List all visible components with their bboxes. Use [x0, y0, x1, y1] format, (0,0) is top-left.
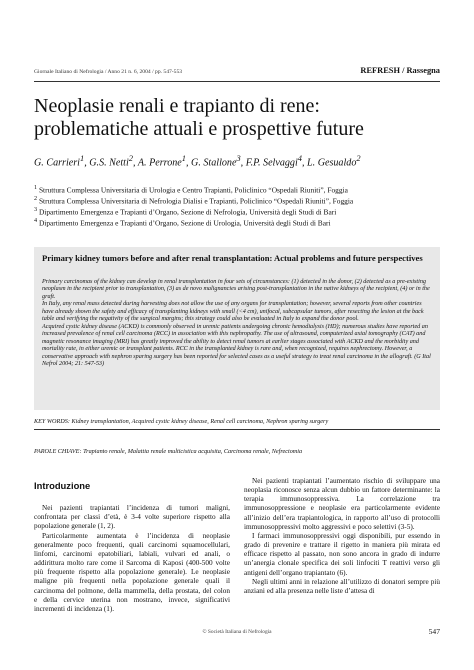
affiliation [34, 184, 444, 195]
author: G. Carrieri [34, 157, 80, 169]
keywords [34, 418, 440, 425]
abstract-paragraph: In Italy, any renal mass detected during harvesting does not allow the use of any organs for transplantation; however, several reports from other countries have already shown the safety and efficacy of transplanting kidneys with small (<4 cm), unifocal, subcapsular tumors, after resecting the lesion at the back table and verifying the negativity of the surgical margins; this strategy could also be evaluated in Italy to expand the donor pool. [42, 301, 424, 323]
body-column-left [34, 481, 230, 614]
body-paragraph: I farmaci immunosoppressivi oggi disponibili, pur essendo in grado di prevenire e trattare il rigetto in maniera più mirata ed efficace rispetto al passato, non sono ancora in grado di indurre un’anergia clonale specifica dei soli linfociti T reattivi verso gli antigeni dell’organo trapiantato (6). [244, 531, 440, 577]
page-footer [34, 628, 440, 640]
journal-citation: Giornale Italiano di Nefrologia / Anno 21 n. 6, 2004 / pp. 547-553 [34, 69, 183, 75]
keywords-text: Kidney transplantation, Acquired cystic kidney disease, Renal cell carcinoma, Nephron sparing surgery [71, 418, 329, 425]
author-sup: 2 [128, 154, 133, 163]
affiliation-sup: 1 [34, 185, 38, 191]
parole-chiave-label: PAROLE CHIAVE: [34, 448, 82, 455]
affiliation-sup: 4 [34, 218, 38, 225]
affiliation [34, 217, 444, 228]
author: G.S. Netti [89, 157, 129, 169]
body-paragraph: Nei pazienti trapiantati l’aumentato rischio di sviluppare una neoplasia riconosce senza alcun dubbio un fattore determinante: la terapia immunosoppressiva. La correlazione tra immunosoppressione e neoplasie era particolarmente evidente all’inizio dell’era trapiantologica, in rapporto all’uso di protocolli immunosoppressivi molto aggressivi e poco selettivi (3-5). [244, 477, 440, 531]
column-text [34, 504, 230, 614]
parole-chiave-text: Trapianto renale, Malattia renale multicistica acquisita, Carcinoma renale, Nefrectomia [83, 448, 303, 455]
article-title [34, 95, 444, 140]
abstract-paragraph: Primary carcinomas of the kidney can develop in renal transplantation in four sets of circumstances: (1) detected in the donor, (2) detected as a pre-existing neoplasm in the recipient prior to transplantation, (3) as de novo malignancies arising post-transplantation in the native kidneys of the recipient, (4) or in the graft. [42, 279, 430, 300]
affiliation [34, 206, 444, 217]
author-sup: 4 [297, 154, 302, 163]
author-sup: 3 [236, 154, 241, 163]
author: A. Perrone [137, 157, 182, 169]
section-label: REFRESH / Rassegna [360, 66, 440, 75]
author-list: G. Carrieri$^1$, G.S. Netti$^2$, A. Perrone$^1$, G. Stallone$^3$, F.P. Selvaggi$^4$, L. Gesualdo$^2$ [34, 154, 361, 169]
author-sup: 1 [80, 154, 85, 163]
affiliation-text: Struttura Complessa Universitaria di Nefrologia Dialisi e Trapianti, Policlinico “Ospedali Riuniti”, Foggia [38, 196, 354, 206]
keywords-rule [34, 429, 440, 430]
header-rule [34, 81, 440, 82]
body-paragraph: Nei pazienti trapiantati l’incidenza di tumori maligni, confrontata per classi d’età, è 3-4 volte superiore rispetto alla popolazione generale (1, 2). [34, 504, 230, 531]
section-heading: Introduzione [34, 480, 91, 491]
body-paragraph: Negli ultimi anni in relazione all’utilizzo di donatori sempre più anziani ed alla presenza nelle liste d’attesa di [244, 577, 440, 595]
affiliation-text: Dipartimento Emergenza e Trapianti d’Organo, Sezione di Urologia, Università degli Studi di Bari [38, 218, 331, 228]
affiliation-sup: 2 [34, 196, 38, 203]
abstract-body [42, 279, 434, 368]
english-title: Primary kidney tumors before and after renal transplantation: Actual problems and future perspectives [42, 253, 423, 263]
affiliation-list [34, 184, 444, 228]
author: F.P. Selvaggi [245, 157, 298, 169]
author-sup: 2 [356, 154, 361, 163]
copyright: © Società Italiana di Nefrologia [202, 629, 272, 635]
author: L. Gesualdo [307, 157, 357, 169]
affiliation [34, 195, 444, 206]
affiliation-sup: 3 [34, 207, 38, 214]
affiliation-text: Dipartimento Emergenza e Trapianti d’Organo, Sezione di Nefrologia, Università degli Studi di Bari [38, 207, 337, 217]
running-header [34, 68, 440, 80]
body-column-right [244, 477, 440, 596]
keywords-label: KEY WORDS: [34, 418, 70, 425]
page-number: 547 [428, 627, 440, 636]
title-line-1: Neoplasie renali e trapianto di rene: [34, 95, 320, 117]
body-paragraph: Particolarmente aumentata è l’incidenza di neoplasie generalmente poco frequenti, quali carcinomi squamocellulari, linfomi, carcinomi epatobiliari, labiali, vulvari ed anali, o addirittura molto rare come il Sarcoma di Kaposi (400-500 volte più frequente rispetto alla popolazione generale). Le neoplasie maligne più frequenti nella popolazione generale quali il carcinoma del polmone, della mammella, della prostata, del colon e della cervice uterina non mostrano, invece, significativi incrementi di incidenza (1). [34, 531, 230, 613]
affiliation-text: Struttura Complessa Universitaria di Urologia e Centro Trapianti, Policlinico “Ospedali Riuniti”, Foggia [38, 185, 348, 195]
abstract-paragraph: Acquired cystic kidney disease (ACKD) is commonly observed in uremic patients undergoing chronic hemodialysis (HD); numerous studies have reported an increased prevalence of renal cell carcinoma (RCC) in association with this nephropathy. The use of ultrasound, computerized axial tomography (CAT) and magnetic resonance imaging (MRI) has greatly improved the ability to detect renal tumors at earlier stages associated with ACKD and the morbidity and mortality rate, in either uremic or transplant patients. RCC in the transplanted kidney is rare and, when recognized, requires nephrectomy. However, a conservative approach with nephron sparing surgery has been reported for selected cases as a useful strategy to treat renal carcinoma in the allograft. (G Ital Nefrol 2004; 21: 547-53) [42, 323, 431, 367]
english-abstract-box [34, 247, 440, 410]
parole-chiave [34, 448, 440, 455]
author-sup: 1 [181, 154, 186, 163]
author: G. Stallone [191, 157, 237, 169]
title-line-2: problematiche attuali e prospettive future [34, 117, 364, 140]
